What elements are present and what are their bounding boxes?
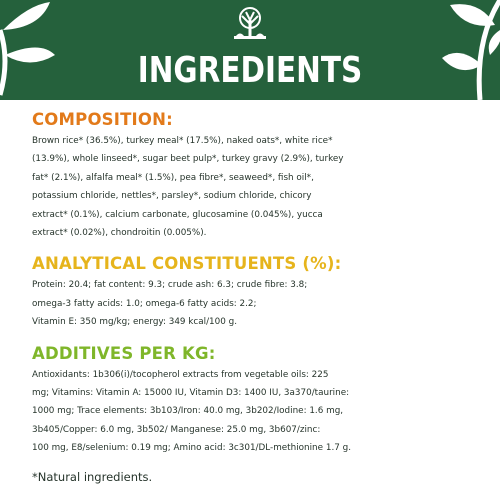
ingredients-content bbox=[32, 110, 482, 484]
additives-text bbox=[32, 366, 482, 458]
analytical-text bbox=[32, 276, 482, 331]
additives-heading: ADDITIVES PER KG: bbox=[32, 343, 216, 363]
footnote: *Natural ingredients. bbox=[32, 469, 153, 484]
additives-line: mg; Vitamins: Vitamin A: 15000 IU, Vitamin D3: 1400 IU, 3a370/taurine: bbox=[32, 388, 350, 399]
composition-line: extract* (0.1%), calcium carbonate, glucosamine (0.045%), yucca bbox=[32, 209, 323, 220]
additives-section bbox=[32, 344, 482, 458]
analytical-line: Protein: 20.4; fat content: 9.3; crude ash: 6.3; crude fibre: 3.8; bbox=[32, 280, 308, 291]
additives-line: 100 mg, E8/selenium: 0.19 mg; Amino acid: 3c301/DL-methionine 1.7 g. bbox=[32, 443, 352, 454]
composition-text bbox=[32, 132, 482, 242]
composition-heading: COMPOSITION: bbox=[32, 110, 173, 129]
composition-line: (13.9%), whole linseed*, sugar beet pulp*, turkey gravy (2.9%), turkey bbox=[32, 154, 344, 165]
additives-line: Antioxidants: 1b306(i)/tocopherol extracts from vegetable oils: 225 bbox=[32, 369, 329, 380]
analytical-heading: ANALYTICAL CONSTITUENTS (%): bbox=[32, 254, 342, 274]
analytical-section bbox=[32, 254, 482, 331]
tree-logo-icon bbox=[224, 6, 276, 46]
composition-section bbox=[32, 110, 482, 242]
page-title: INGREDIENTS bbox=[137, 50, 363, 91]
composition-line: potassium chloride, nettles*, parsley*, sodium chloride, chicory bbox=[32, 191, 312, 202]
analytical-line: omega-3 fatty acids: 1.0; omega-6 fatty acids: 2.2; bbox=[32, 298, 257, 309]
additives-line: 3b405/Copper: 6.0 mg, 3b502/ Manganese: 25.0 mg, 3b607/zinc: bbox=[32, 424, 321, 435]
composition-line: Brown rice* (36.5%), turkey meal* (17.5%), naked oats*, white rice* bbox=[32, 136, 333, 146]
header-banner bbox=[0, 0, 500, 100]
composition-line: extract* (0.02%), chondroitin (0.005%). bbox=[32, 228, 207, 239]
composition-line: fat* (2.1%), alfalfa meal* (1.5%), pea fibre*, seaweed*, fish oil*, bbox=[32, 172, 314, 183]
additives-line: 1000 mg; Trace elements: 3b103/Iron: 40.0 mg, 3b202/Iodine: 1.6 mg, bbox=[32, 406, 344, 417]
analytical-line: Vitamin E: 350 mg/kg; energy: 349 kcal/100 g. bbox=[32, 317, 238, 328]
